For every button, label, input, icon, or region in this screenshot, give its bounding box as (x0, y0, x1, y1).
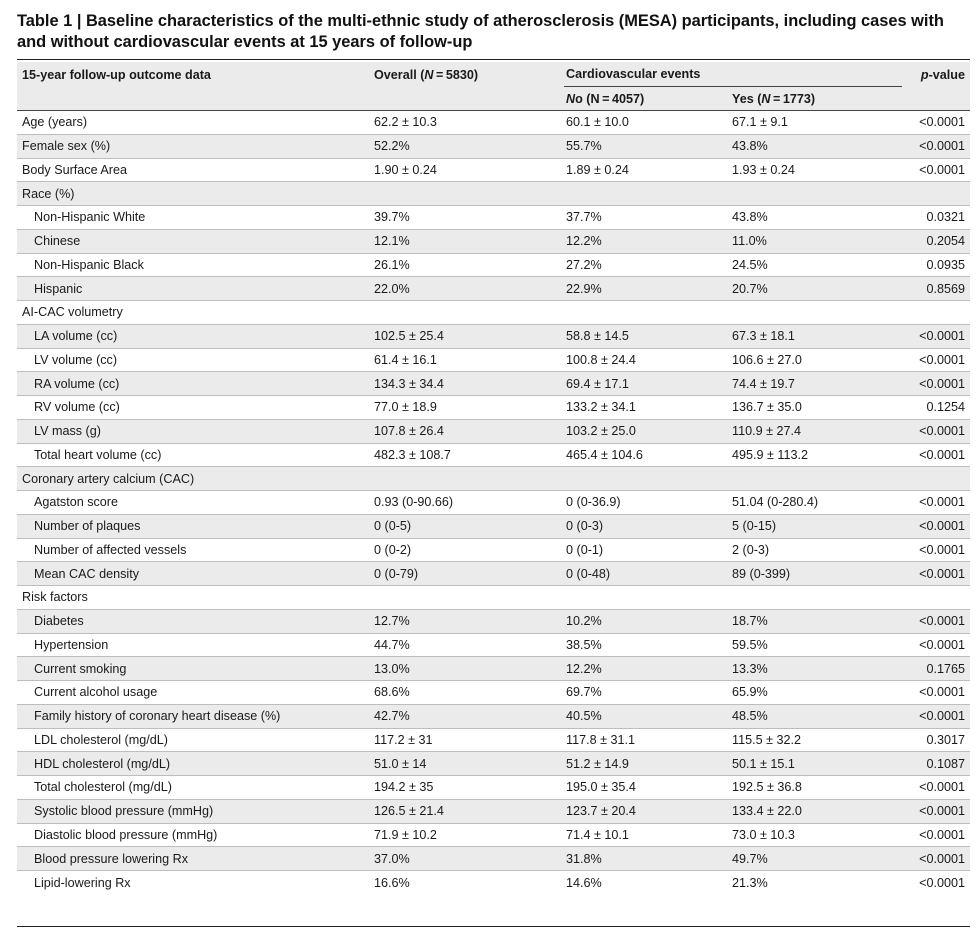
cell-overall: 126.5 ± 21.4 (368, 799, 564, 823)
cell-no-events: 71.4 ± 10.1 (564, 823, 732, 847)
header-outcome-data: 15-year follow-up outcome data (17, 62, 368, 111)
row-label: LDL cholesterol (mg/dL) (17, 728, 368, 752)
cell-no-events: 117.8 ± 31.1 (564, 728, 732, 752)
cell-no-events (564, 586, 732, 610)
cell-overall: 107.8 ± 26.4 (368, 419, 564, 443)
row-label: Coronary artery calcium (CAC) (17, 467, 368, 491)
table-row (17, 134, 970, 158)
row-label: Diabetes (17, 609, 368, 633)
cell-overall: 12.1% (368, 229, 564, 253)
cell-yes-events: 89 (0-399) (732, 562, 902, 586)
row-label: Non-Hispanic White (17, 206, 368, 230)
table-row (17, 206, 970, 230)
cell-overall: 61.4 ± 16.1 (368, 348, 564, 372)
table-row (17, 372, 970, 396)
cell-yes-events: 192.5 ± 36.8 (732, 776, 902, 800)
cell-overall: 194.2 ± 35 (368, 776, 564, 800)
cell-no-events: 14.6% (564, 871, 732, 895)
cell-yes-events (732, 182, 902, 206)
cell-yes-events: 106.6 ± 27.0 (732, 348, 902, 372)
row-label: Mean CAC density (17, 562, 368, 586)
cell-overall: 42.7% (368, 704, 564, 728)
row-label: Age (years) (17, 111, 368, 135)
table-row (17, 871, 970, 895)
cell-overall: 16.6% (368, 871, 564, 895)
table-row (17, 847, 970, 871)
cell-overall: 52.2% (368, 134, 564, 158)
cell-overall: 26.1% (368, 253, 564, 277)
cell-p-value: 0.3017 (902, 728, 970, 752)
cell-yes-events: 20.7% (732, 277, 902, 301)
row-label: Current alcohol usage (17, 681, 368, 705)
header-p-value (902, 62, 970, 111)
cell-no-events: 195.0 ± 35.4 (564, 776, 732, 800)
table-row (17, 348, 970, 372)
cell-yes-events (732, 586, 902, 610)
cell-p-value: <0.0001 (902, 562, 970, 586)
cell-p-value (902, 586, 970, 610)
cell-p-value (902, 182, 970, 206)
table-row (17, 633, 970, 657)
table-caption: Table 1 | Baseline characteristics of the multi-ethnic study of atherosclerosis (MESA) participants, including cases with and without cardiovascular events at 15 years of follow-up (17, 12, 944, 51)
row-label: Chinese (17, 229, 368, 253)
row-label: Race (%) (17, 182, 368, 206)
cell-no-events: 12.2% (564, 229, 732, 253)
cell-no-events: 0 (0-3) (564, 514, 732, 538)
cell-overall: 71.9 ± 10.2 (368, 823, 564, 847)
cell-no-events (564, 301, 732, 325)
header-events-yes: Yes (N = 1773) (732, 87, 902, 111)
cell-p-value: <0.0001 (902, 704, 970, 728)
cell-yes-events: 21.3% (732, 871, 902, 895)
cell-p-value: 0.1087 (902, 752, 970, 776)
cell-overall: 68.6% (368, 681, 564, 705)
row-label: Female sex (%) (17, 134, 368, 158)
row-label: Number of plaques (17, 514, 368, 538)
cell-no-events: 133.2 ± 34.1 (564, 396, 732, 420)
cell-no-events: 69.7% (564, 681, 732, 705)
table-row (17, 277, 970, 301)
cell-p-value: 0.1254 (902, 396, 970, 420)
cell-overall: 37.0% (368, 847, 564, 871)
row-label: LV volume (cc) (17, 348, 368, 372)
cell-overall: 51.0 ± 14 (368, 752, 564, 776)
cell-no-events: 22.9% (564, 277, 732, 301)
cell-overall: 39.7% (368, 206, 564, 230)
cell-no-events: 10.2% (564, 609, 732, 633)
cell-overall: 1.90 ± 0.24 (368, 158, 564, 182)
cell-yes-events: 24.5% (732, 253, 902, 277)
cell-yes-events: 49.7% (732, 847, 902, 871)
cell-overall (368, 301, 564, 325)
table-row (17, 776, 970, 800)
cell-overall: 0.93 (0-90.66) (368, 491, 564, 515)
table-row (17, 324, 970, 348)
bottom-rule (17, 926, 970, 927)
row-label: Agatston score (17, 491, 368, 515)
row-label: Hispanic (17, 277, 368, 301)
cell-p-value: <0.0001 (902, 491, 970, 515)
cell-p-value: <0.0001 (902, 681, 970, 705)
table-row (17, 823, 970, 847)
row-label: Number of affected vessels (17, 538, 368, 562)
row-label: Total heart volume (cc) (17, 443, 368, 467)
cell-no-events: 51.2 ± 14.9 (564, 752, 732, 776)
cell-p-value: <0.0001 (902, 823, 970, 847)
cell-yes-events: 5 (0-15) (732, 514, 902, 538)
cell-yes-events: 495.9 ± 113.2 (732, 443, 902, 467)
cell-overall: 12.7% (368, 609, 564, 633)
row-label: Diastolic blood pressure (mmHg) (17, 823, 368, 847)
table-row (17, 419, 970, 443)
cell-no-events: 12.2% (564, 657, 732, 681)
row-label: Blood pressure lowering Rx (17, 847, 368, 871)
cell-p-value: <0.0001 (902, 324, 970, 348)
cell-no-events: 465.4 ± 104.6 (564, 443, 732, 467)
cell-yes-events: 74.4 ± 19.7 (732, 372, 902, 396)
cell-yes-events: 51.04 (0-280.4) (732, 491, 902, 515)
table-row (17, 538, 970, 562)
row-label: Body Surface Area (17, 158, 368, 182)
table-row (17, 182, 970, 206)
table-row (17, 158, 970, 182)
cell-yes-events: 50.1 ± 15.1 (732, 752, 902, 776)
cell-p-value: <0.0001 (902, 134, 970, 158)
cell-yes-events: 18.7% (732, 609, 902, 633)
cell-p-value: <0.0001 (902, 776, 970, 800)
cell-overall: 13.0% (368, 657, 564, 681)
cell-overall: 134.3 ± 34.4 (368, 372, 564, 396)
cell-no-events: 103.2 ± 25.0 (564, 419, 732, 443)
cell-p-value: <0.0001 (902, 609, 970, 633)
cell-p-value: <0.0001 (902, 348, 970, 372)
table-row (17, 443, 970, 467)
cell-no-events: 60.1 ± 10.0 (564, 111, 732, 135)
cell-yes-events: 43.8% (732, 206, 902, 230)
table-row (17, 704, 970, 728)
header-p-value-label: p-value (920, 68, 965, 82)
cell-yes-events (732, 467, 902, 491)
cell-overall (368, 182, 564, 206)
cell-overall: 0 (0-79) (368, 562, 564, 586)
cell-no-events: 40.5% (564, 704, 732, 728)
cell-no-events: 37.7% (564, 206, 732, 230)
row-label: LV mass (g) (17, 419, 368, 443)
cell-yes-events: 13.3% (732, 657, 902, 681)
cell-no-events: 31.8% (564, 847, 732, 871)
cell-yes-events: 11.0% (732, 229, 902, 253)
row-label: AI-CAC volumetry (17, 301, 368, 325)
cell-yes-events: 110.9 ± 27.4 (732, 419, 902, 443)
cell-no-events: 55.7% (564, 134, 732, 158)
cell-p-value: <0.0001 (902, 799, 970, 823)
cell-p-value: <0.0001 (902, 633, 970, 657)
table-row (17, 111, 970, 135)
cell-p-value: <0.0001 (902, 538, 970, 562)
row-label: Family history of coronary heart disease (%) (17, 704, 368, 728)
cell-overall: 22.0% (368, 277, 564, 301)
top-rule (17, 59, 970, 60)
cell-p-value: <0.0001 (902, 372, 970, 396)
cell-overall: 117.2 ± 31 (368, 728, 564, 752)
table-row (17, 253, 970, 277)
cell-yes-events: 59.5% (732, 633, 902, 657)
cell-yes-events: 115.5 ± 32.2 (732, 728, 902, 752)
table-body (17, 111, 970, 895)
table-row (17, 586, 970, 610)
cell-no-events (564, 182, 732, 206)
cell-no-events: 0 (0-1) (564, 538, 732, 562)
cell-overall: 102.5 ± 25.4 (368, 324, 564, 348)
cell-p-value: <0.0001 (902, 514, 970, 538)
cell-no-events: 1.89 ± 0.24 (564, 158, 732, 182)
cell-overall (368, 467, 564, 491)
row-label: Systolic blood pressure (mmHg) (17, 799, 368, 823)
row-label: Lipid-lowering Rx (17, 871, 368, 895)
row-label: LA volume (cc) (17, 324, 368, 348)
cell-no-events: 58.8 ± 14.5 (564, 324, 732, 348)
table-row (17, 229, 970, 253)
row-label: RV volume (cc) (17, 396, 368, 420)
cell-yes-events (732, 301, 902, 325)
cell-p-value: 0.1765 (902, 657, 970, 681)
table-row (17, 301, 970, 325)
table-row (17, 681, 970, 705)
cell-overall: 44.7% (368, 633, 564, 657)
table-row (17, 609, 970, 633)
cell-no-events: 38.5% (564, 633, 732, 657)
table-row (17, 657, 970, 681)
table-row (17, 514, 970, 538)
table-row (17, 396, 970, 420)
cell-p-value: <0.0001 (902, 419, 970, 443)
table-row (17, 562, 970, 586)
row-label: HDL cholesterol (mg/dL) (17, 752, 368, 776)
cell-p-value (902, 467, 970, 491)
cell-p-value: 0.8569 (902, 277, 970, 301)
cell-p-value: 0.2054 (902, 229, 970, 253)
cell-overall: 77.0 ± 18.9 (368, 396, 564, 420)
cell-p-value: 0.0935 (902, 253, 970, 277)
cell-yes-events: 133.4 ± 22.0 (732, 799, 902, 823)
cell-p-value: <0.0001 (902, 871, 970, 895)
header-overall-label: Overall (N = 5830) (374, 68, 479, 82)
table-row (17, 752, 970, 776)
cell-p-value (902, 301, 970, 325)
cell-yes-events: 48.5% (732, 704, 902, 728)
cell-p-value: <0.0001 (902, 158, 970, 182)
cell-overall: 0 (0-2) (368, 538, 564, 562)
cell-no-events: 27.2% (564, 253, 732, 277)
cell-p-value: <0.0001 (902, 847, 970, 871)
cell-overall (368, 586, 564, 610)
cell-no-events: 100.8 ± 24.4 (564, 348, 732, 372)
cell-no-events: 69.4 ± 17.1 (564, 372, 732, 396)
cell-no-events: 0 (0-36.9) (564, 491, 732, 515)
table-row (17, 728, 970, 752)
cell-yes-events: 2 (0-3) (732, 538, 902, 562)
table-row (17, 491, 970, 515)
cell-overall: 0 (0-5) (368, 514, 564, 538)
cell-yes-events: 136.7 ± 35.0 (732, 396, 902, 420)
cell-no-events: 0 (0-48) (564, 562, 732, 586)
cell-yes-events: 67.3 ± 18.1 (732, 324, 902, 348)
row-label: Risk factors (17, 586, 368, 610)
cell-no-events: 123.7 ± 20.4 (564, 799, 732, 823)
row-label: Current smoking (17, 657, 368, 681)
header-cardiovascular-events: Cardiovascular events (564, 62, 902, 87)
row-label: RA volume (cc) (17, 372, 368, 396)
cell-no-events (564, 467, 732, 491)
row-label: Total cholesterol (mg/dL) (17, 776, 368, 800)
row-label: Hypertension (17, 633, 368, 657)
header-events-no: No (N = 4057) (564, 87, 732, 111)
header-overall (368, 62, 564, 111)
table-row (17, 799, 970, 823)
cell-overall: 482.3 ± 108.7 (368, 443, 564, 467)
cell-p-value: 0.0321 (902, 206, 970, 230)
cell-p-value: <0.0001 (902, 111, 970, 135)
cell-overall: 62.2 ± 10.3 (368, 111, 564, 135)
row-label: Non-Hispanic Black (17, 253, 368, 277)
cell-yes-events: 67.1 ± 9.1 (732, 111, 902, 135)
baseline-characteristics-table (17, 62, 970, 894)
table-row (17, 467, 970, 491)
cell-p-value: <0.0001 (902, 443, 970, 467)
cell-yes-events: 73.0 ± 10.3 (732, 823, 902, 847)
cell-yes-events: 1.93 ± 0.24 (732, 158, 902, 182)
cell-yes-events: 65.9% (732, 681, 902, 705)
cell-yes-events: 43.8% (732, 134, 902, 158)
